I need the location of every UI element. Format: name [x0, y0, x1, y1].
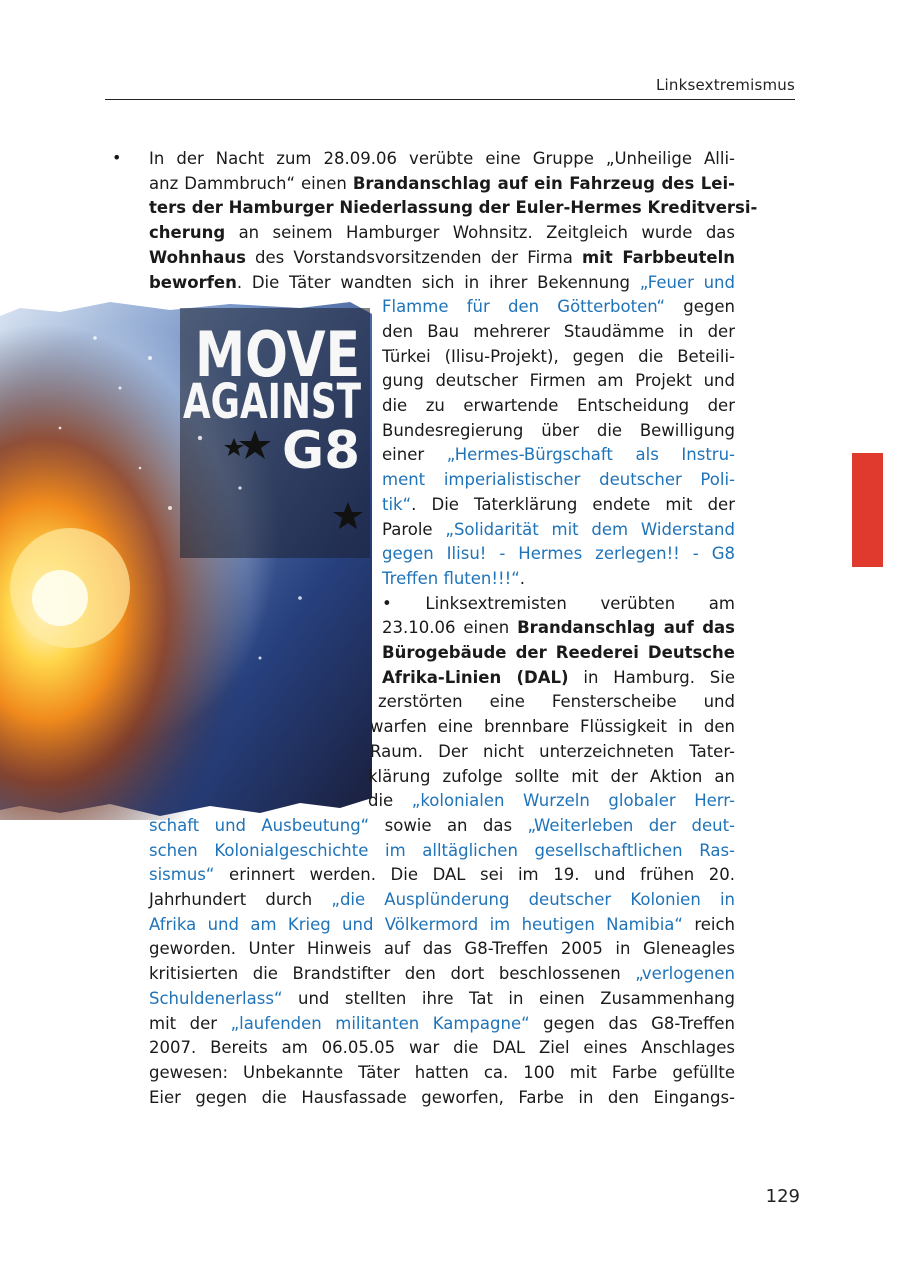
text-line	[382, 369, 735, 394]
poster-headline-line-2: AGAINST	[183, 374, 362, 430]
text-line	[149, 863, 735, 888]
quoted-text: gegen Ilisu! - Hermes zerlegen!! - G8	[382, 544, 735, 564]
bold-text: Brandanschlag auf das	[517, 618, 735, 638]
quoted-text: „kolonialen Wurzeln globaler Herr-	[411, 791, 735, 811]
text-segment: die zu erwartende Entscheidung der	[382, 396, 735, 415]
text-line	[368, 789, 735, 814]
text-line	[382, 666, 735, 691]
text-segment: die	[368, 791, 412, 811]
text-line	[382, 468, 735, 493]
text-segment: erinnert werden. Die DAL sei im 19. und frühen 20.	[214, 865, 735, 885]
text-line	[149, 1061, 735, 1086]
quoted-text: Afrika und am Krieg und Völkermord im heutigen Namibia“	[149, 914, 683, 934]
text-segment: zerstörten eine Fensterscheibe und	[378, 692, 735, 712]
text-line	[382, 542, 735, 567]
text-segment: des Vorstandsvorsitzenden der Firma	[245, 247, 582, 267]
quoted-text: „verlogenen	[635, 964, 735, 984]
text-segment: Raum. Der nicht unterzeichneten Tater-	[370, 741, 735, 761]
text-segment: sowie an das	[369, 815, 528, 835]
text-segment: geworden. Unter Hinweis auf das G8-Treffen 2005 in Gleneagles	[149, 939, 735, 959]
poster-headline-line-3: G8	[282, 421, 360, 481]
text-segment: In der Nacht zum 28.09.06 verübte eine Gruppe „Unheilige Alli-	[149, 149, 735, 168]
text-line	[382, 320, 735, 345]
text-segment: Eier gegen die Hausfassade geworfen, Farbe in den Eingangs-	[149, 1087, 735, 1107]
text-segment: 23.10.06 einen	[382, 618, 518, 638]
text-line	[149, 196, 758, 221]
bold-text: ters der Hamburger Niederlassung der Euler-Hermes Kreditversi-	[149, 198, 758, 218]
page-number: 129	[765, 1186, 800, 1207]
text-line	[382, 295, 735, 320]
text-line	[149, 271, 735, 296]
text-segment: und stellten ihre Tat in einen Zusammenhang	[282, 988, 735, 1008]
text-segment: den Bau mehrerer Staudämme in der	[382, 321, 735, 341]
text-line	[382, 567, 735, 592]
bold-text: cherung	[149, 223, 226, 243]
text-line	[149, 937, 735, 962]
text-line	[378, 690, 735, 715]
text-line	[149, 1012, 735, 1037]
text-segment: einer	[382, 445, 447, 465]
quoted-text: Schuldenerlass“	[149, 988, 283, 1008]
text-segment: • Linksextremisten verübten am	[382, 593, 735, 613]
text-line	[149, 814, 735, 839]
text-line	[382, 419, 735, 444]
poster-headline-line-1: MOVE	[195, 318, 360, 391]
text-line	[382, 616, 735, 641]
text-line	[382, 641, 735, 666]
text-line	[149, 1086, 735, 1111]
text-line	[382, 345, 735, 370]
text-line	[370, 740, 735, 765]
text-segment: . Die Taterklärung endete mit der	[411, 494, 735, 514]
running-header-title: Linksextremismus	[655, 76, 795, 94]
text-segment: 2007. Bereits am 06.05.05 war die DAL Ziel eines Anschlages	[149, 1038, 735, 1058]
bold-text: beworfen	[149, 272, 237, 292]
bold-text: Brandanschlag auf ein Fahrzeug des Lei-	[352, 173, 735, 193]
text-segment: .	[519, 568, 526, 588]
chapter-marker-tab	[852, 453, 883, 567]
text-line	[149, 1036, 735, 1061]
text-line	[382, 518, 735, 543]
quoted-text: ment imperialistischer deutscher Poli-	[382, 470, 735, 490]
text-line	[149, 246, 735, 271]
quoted-text: „Feuer und	[639, 272, 735, 292]
quoted-text: „laufenden militanten Kampagne“	[230, 1013, 530, 1033]
quoted-text: „die Ausplünderung deutscher Kolonien in	[331, 890, 735, 909]
quoted-text: „Solidarität mit dem Widerstand	[445, 519, 735, 539]
text-segment: Türkei (Ilisu-Projekt), gegen die Beteili-	[382, 346, 735, 366]
text-segment: gegen	[665, 297, 735, 317]
quoted-text: schaft und Ausbeutung“	[149, 815, 370, 835]
text-segment: an seinem Hamburger Wohnsitz. Zeitgleich wurde das	[225, 223, 735, 243]
bold-text: mit Farbbeuteln	[582, 247, 735, 267]
bold-text: Bürogebäude der Reederei Deutsche	[382, 643, 735, 662]
text-segment: anz Dammbruch“ einen	[149, 173, 353, 193]
text-line	[149, 221, 735, 246]
text-segment: warfen eine brennbare Flüssigkeit in den	[370, 717, 735, 737]
quoted-text: „Weiterleben der deut-	[527, 815, 735, 835]
text-line	[149, 839, 735, 864]
bullet-marker: •	[112, 148, 122, 167]
header-rule	[105, 99, 795, 100]
text-segment: Bundesregierung über die Bewilligung	[382, 420, 735, 440]
text-segment: mit der	[149, 1013, 231, 1033]
text-segment: gewesen: Unbekannte Täter hatten ca. 100 mit Farbe gefüllte	[149, 1062, 735, 1082]
move-against-g8-poster-image	[0, 298, 372, 820]
text-segment: Parole	[382, 519, 446, 539]
text-line	[382, 394, 735, 419]
text-line	[382, 592, 735, 617]
text-line	[149, 147, 735, 172]
text-segment: gung deutscher Firmen am Projekt und	[382, 371, 735, 391]
text-segment: in Hamburg. Sie	[568, 667, 735, 687]
text-line	[149, 888, 735, 913]
quoted-text: tik“	[382, 494, 412, 514]
quoted-text: sismus“	[149, 865, 215, 885]
text-line	[149, 987, 735, 1012]
bold-text: Afrika-Linien (DAL)	[382, 667, 569, 687]
bold-text: Wohnhaus	[149, 247, 246, 267]
text-segment: klärung zufolge sollte mit der Aktion an	[368, 766, 735, 786]
text-line	[370, 715, 735, 740]
text-line	[149, 172, 735, 197]
quoted-text: Treffen fluten!!!“	[382, 568, 520, 588]
text-segment: Jahrhundert durch	[149, 890, 332, 909]
text-line	[382, 493, 735, 518]
text-line	[368, 765, 735, 790]
quoted-text: „Hermes-Bürgschaft als Instru-	[446, 445, 735, 465]
text-segment: kritisierten die Brandstifter den dort beschlossenen	[149, 964, 636, 984]
text-segment: reich	[682, 914, 736, 934]
text-line	[382, 443, 735, 468]
quoted-text: Flamme für den Götterboten“	[382, 297, 666, 317]
text-line	[149, 913, 735, 938]
text-segment: . Die Täter wandten sich in ihrer Bekennung	[236, 272, 640, 292]
text-segment: gegen das G8-Treffen	[529, 1013, 735, 1033]
quoted-text: schen Kolonialgeschichte im alltäglichen gesellschaftlichen Ras-	[149, 840, 735, 860]
text-line	[149, 962, 735, 987]
